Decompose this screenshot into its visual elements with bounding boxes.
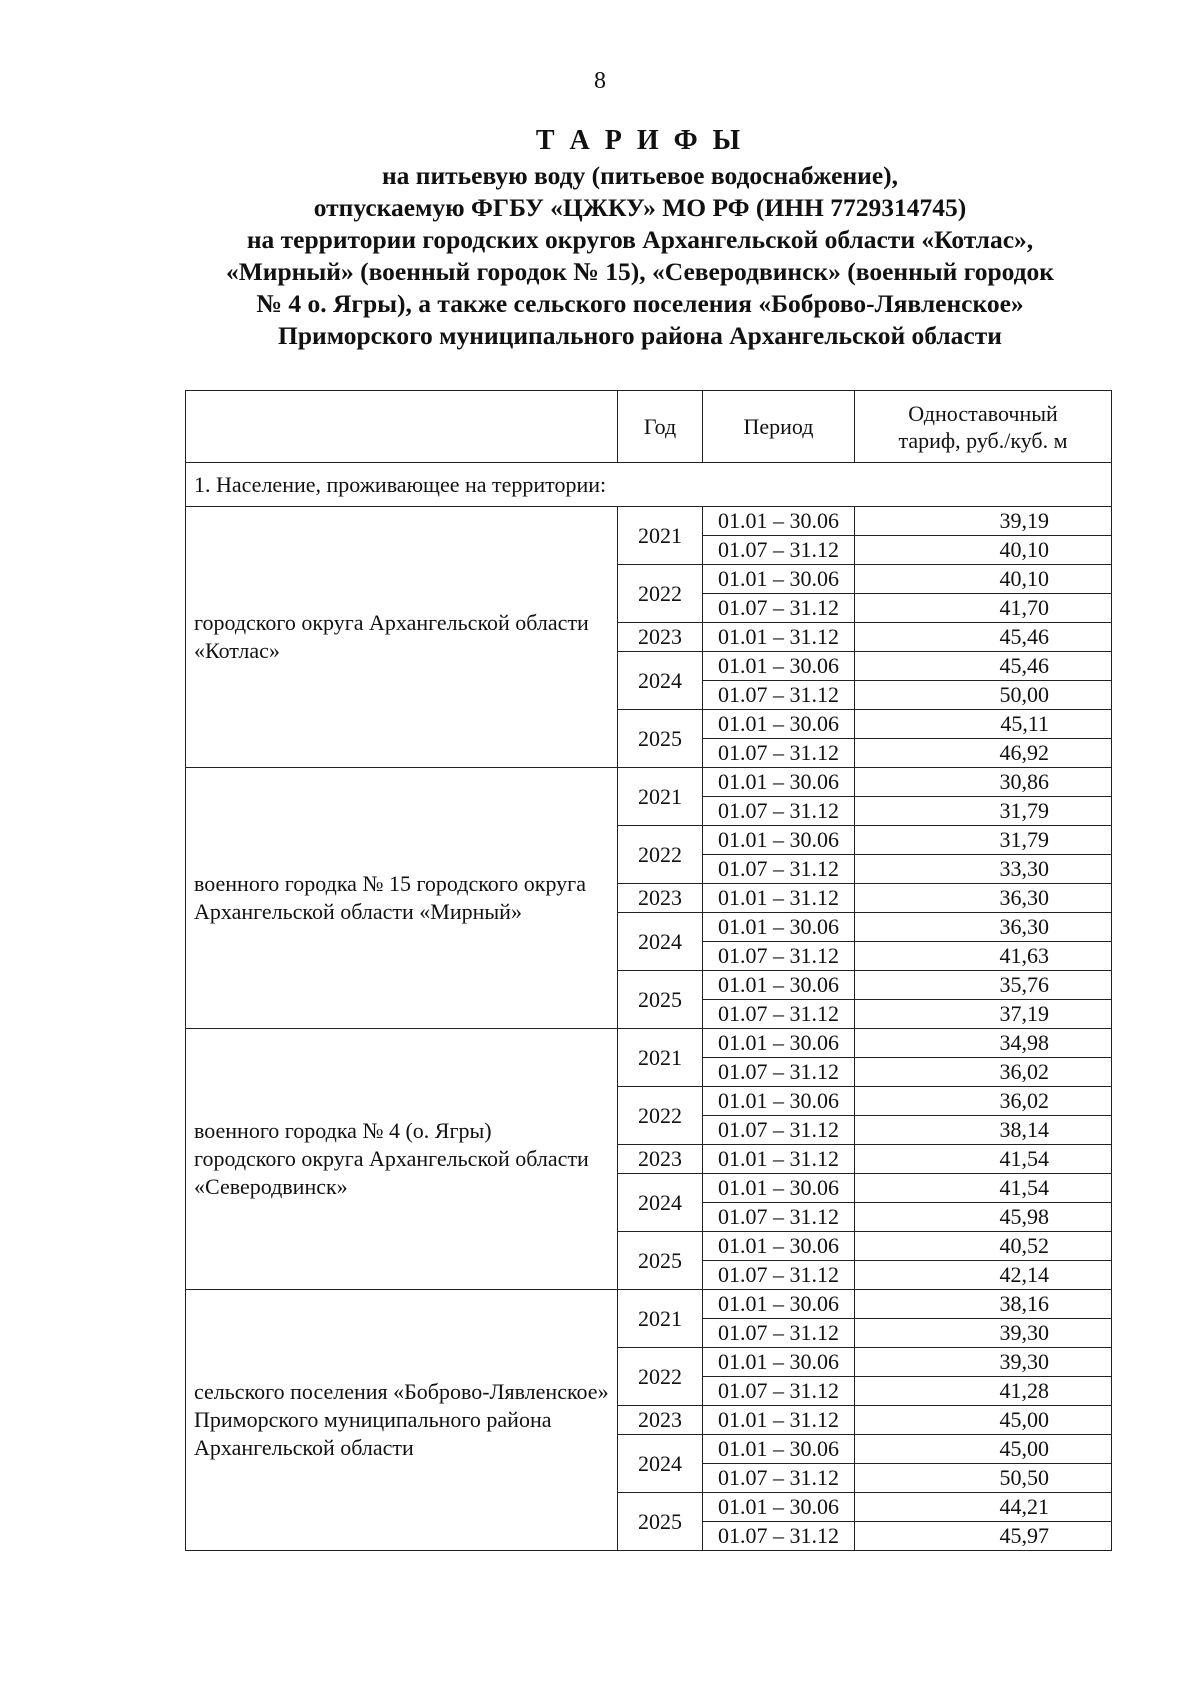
- tariff-value-cell: 46,92: [855, 739, 1112, 768]
- year-cell: 2022: [618, 1348, 703, 1406]
- tariff-value-cell: 50,50: [855, 1464, 1112, 1493]
- period-cell: 01.01 – 30.06: [703, 1493, 855, 1522]
- tariff-value-cell: 41,63: [855, 942, 1112, 971]
- period-cell: 01.07 – 31.12: [703, 797, 855, 826]
- year-cell: 2024: [618, 1174, 703, 1232]
- period-cell: 01.01 – 30.06: [703, 1029, 855, 1058]
- year-cell: 2024: [618, 913, 703, 971]
- tariff-value-cell: 31,79: [855, 797, 1112, 826]
- tariff-value-cell: 30,86: [855, 768, 1112, 797]
- period-cell: 01.07 – 31.12: [703, 536, 855, 565]
- table-row: [186, 507, 1112, 536]
- tariff-value-cell: 41,54: [855, 1145, 1112, 1174]
- tariff-value-cell: 45,98: [855, 1203, 1112, 1232]
- period-cell: 01.01 – 31.12: [703, 623, 855, 652]
- table-row: [186, 768, 1112, 797]
- year-cell: 2025: [618, 971, 703, 1029]
- tariff-value-cell: 36,30: [855, 884, 1112, 913]
- tariff-value-cell: 39,19: [855, 507, 1112, 536]
- period-cell: 01.07 – 31.12: [703, 1377, 855, 1406]
- year-cell: 2022: [618, 826, 703, 884]
- tariff-value-cell: 37,19: [855, 1000, 1112, 1029]
- year-cell: 2023: [618, 884, 703, 913]
- table-header-row: [186, 391, 1112, 463]
- territory-name-line: «Котлас»: [194, 638, 280, 663]
- tariff-value-cell: 41,54: [855, 1174, 1112, 1203]
- tariff-value-cell: 38,14: [855, 1116, 1112, 1145]
- period-cell: 01.07 – 31.12: [703, 942, 855, 971]
- title-line: на территории городских округов Архангельской области «Котлас»,: [246, 225, 1034, 254]
- period-cell: 01.07 – 31.12: [703, 1058, 855, 1087]
- territory-name: [186, 507, 618, 768]
- period-cell: 01.07 – 31.12: [703, 1000, 855, 1029]
- territory-name-line: военного городка № 15 городского округа: [194, 871, 586, 896]
- year-cell: 2021: [618, 507, 703, 565]
- tariff-value-cell: 31,79: [855, 826, 1112, 855]
- year-cell: 2021: [618, 1029, 703, 1087]
- year-cell: 2024: [618, 652, 703, 710]
- year-cell: 2023: [618, 1145, 703, 1174]
- year-cell: 2022: [618, 1087, 703, 1145]
- territory-name: [186, 768, 618, 1029]
- territory-name: [186, 1029, 618, 1290]
- period-cell: 01.01 – 30.06: [703, 913, 855, 942]
- tariff-value-cell: 40,10: [855, 565, 1112, 594]
- period-cell: 01.01 – 30.06: [703, 1174, 855, 1203]
- period-cell: 01.01 – 31.12: [703, 884, 855, 913]
- page-title: Т А Р И Ф Ы: [535, 125, 745, 156]
- tariff-value-cell: 45,00: [855, 1435, 1112, 1464]
- period-cell: 01.01 – 30.06: [703, 826, 855, 855]
- period-cell: 01.07 – 31.12: [703, 1464, 855, 1493]
- period-cell: 01.01 – 30.06: [703, 1087, 855, 1116]
- title-line: № 4 о. Ягры), а также сельского поселения «Боброво-Лявленское»: [256, 289, 1024, 318]
- tariff-value-cell: 34,98: [855, 1029, 1112, 1058]
- year-cell: 2025: [618, 1232, 703, 1290]
- territory-name-line: сельского поселения «Боброво-Лявленское»: [194, 1379, 609, 1404]
- territory-name-line: городского округа Архангельской области: [194, 1146, 589, 1171]
- header-year: Год: [618, 391, 703, 463]
- period-cell: 01.01 – 30.06: [703, 1348, 855, 1377]
- header-tariff: [855, 391, 1112, 463]
- year-cell: 2024: [618, 1435, 703, 1493]
- tariff-value-cell: 40,10: [855, 536, 1112, 565]
- period-cell: 01.01 – 30.06: [703, 1290, 855, 1319]
- tariff-value-cell: 42,14: [855, 1261, 1112, 1290]
- period-cell: 01.01 – 30.06: [703, 507, 855, 536]
- period-cell: 01.01 – 31.12: [703, 1145, 855, 1174]
- table-row: [186, 1029, 1112, 1058]
- period-cell: 01.07 – 31.12: [703, 739, 855, 768]
- tariff-value-cell: 41,28: [855, 1377, 1112, 1406]
- tariff-value-cell: 41,70: [855, 594, 1112, 623]
- tariff-value-cell: 39,30: [855, 1348, 1112, 1377]
- period-cell: 01.01 – 31.12: [703, 1406, 855, 1435]
- period-cell: 01.01 – 30.06: [703, 768, 855, 797]
- header-tariff-line1: Одноставочный: [908, 400, 1058, 426]
- territory-name-line: военного городка № 4 (о. Ягры): [194, 1118, 492, 1143]
- territory-name-line: Архангельской области «Мирный»: [194, 899, 522, 924]
- period-cell: 01.07 – 31.12: [703, 1522, 855, 1551]
- table-row: [186, 1290, 1112, 1319]
- territory-name: [186, 1290, 618, 1551]
- year-cell: 2025: [618, 1493, 703, 1551]
- period-cell: 01.07 – 31.12: [703, 594, 855, 623]
- territory-name-line: «Северодвинск»: [194, 1174, 348, 1199]
- period-cell: 01.07 – 31.12: [703, 1319, 855, 1348]
- title-line: Приморского муниципального района Архангельской области: [278, 321, 1002, 350]
- period-cell: 01.07 – 31.12: [703, 1203, 855, 1232]
- year-cell: 2021: [618, 1290, 703, 1348]
- tariff-value-cell: 45,97: [855, 1522, 1112, 1551]
- header-territory: [186, 391, 618, 463]
- period-cell: 01.01 – 30.06: [703, 971, 855, 1000]
- tariff-value-cell: 45,46: [855, 623, 1112, 652]
- title-line: на питьевую воду (питьевое водоснабжение),: [381, 161, 899, 190]
- territory-name-line: городского округа Архангельской области: [194, 610, 589, 635]
- period-cell: 01.07 – 31.12: [703, 1261, 855, 1290]
- tariff-table: [185, 390, 1112, 1551]
- header-tariff-line2: тариф, руб./куб. м: [898, 427, 1068, 453]
- header-period: Период: [703, 391, 855, 463]
- tariff-value-cell: 45,46: [855, 652, 1112, 681]
- section-title: 1. Население, проживающее на территории:: [186, 463, 1112, 507]
- title-block: [60, 122, 1200, 352]
- tariff-value-cell: 44,21: [855, 1493, 1112, 1522]
- tariff-value-cell: 36,30: [855, 913, 1112, 942]
- tariff-value-cell: 50,00: [855, 681, 1112, 710]
- year-cell: 2023: [618, 1406, 703, 1435]
- tariff-value-cell: 40,52: [855, 1232, 1112, 1261]
- tariff-value-cell: 38,16: [855, 1290, 1112, 1319]
- tariff-value-cell: 45,00: [855, 1406, 1112, 1435]
- territory-name-line: Приморского муниципального района: [194, 1407, 552, 1432]
- year-cell: 2022: [618, 565, 703, 623]
- period-cell: 01.01 – 30.06: [703, 652, 855, 681]
- period-cell: 01.07 – 31.12: [703, 681, 855, 710]
- period-cell: 01.01 – 30.06: [703, 710, 855, 739]
- tariff-value-cell: 45,11: [855, 710, 1112, 739]
- period-cell: 01.01 – 30.06: [703, 1232, 855, 1261]
- tariff-value-cell: 33,30: [855, 855, 1112, 884]
- tariff-value-cell: 36,02: [855, 1087, 1112, 1116]
- period-cell: 01.07 – 31.12: [703, 1116, 855, 1145]
- territory-name-line: Архангельской области: [194, 1435, 414, 1460]
- year-cell: 2021: [618, 768, 703, 826]
- title-line: отпускаемую ФГБУ «ЦЖКУ» МО РФ (ИНН 7729314745): [313, 193, 967, 222]
- year-cell: 2023: [618, 623, 703, 652]
- period-cell: 01.01 – 30.06: [703, 565, 855, 594]
- tariff-value-cell: 36,02: [855, 1058, 1112, 1087]
- title-line: «Мирный» (военный городок № 15), «Северодвинск» (военный городок: [225, 257, 1054, 286]
- section-row: [186, 463, 1112, 507]
- year-cell: 2025: [618, 710, 703, 768]
- tariff-value-cell: 35,76: [855, 971, 1112, 1000]
- period-cell: 01.01 – 30.06: [703, 1435, 855, 1464]
- page-number: 8: [594, 68, 606, 94]
- tariff-value-cell: 39,30: [855, 1319, 1112, 1348]
- period-cell: 01.07 – 31.12: [703, 855, 855, 884]
